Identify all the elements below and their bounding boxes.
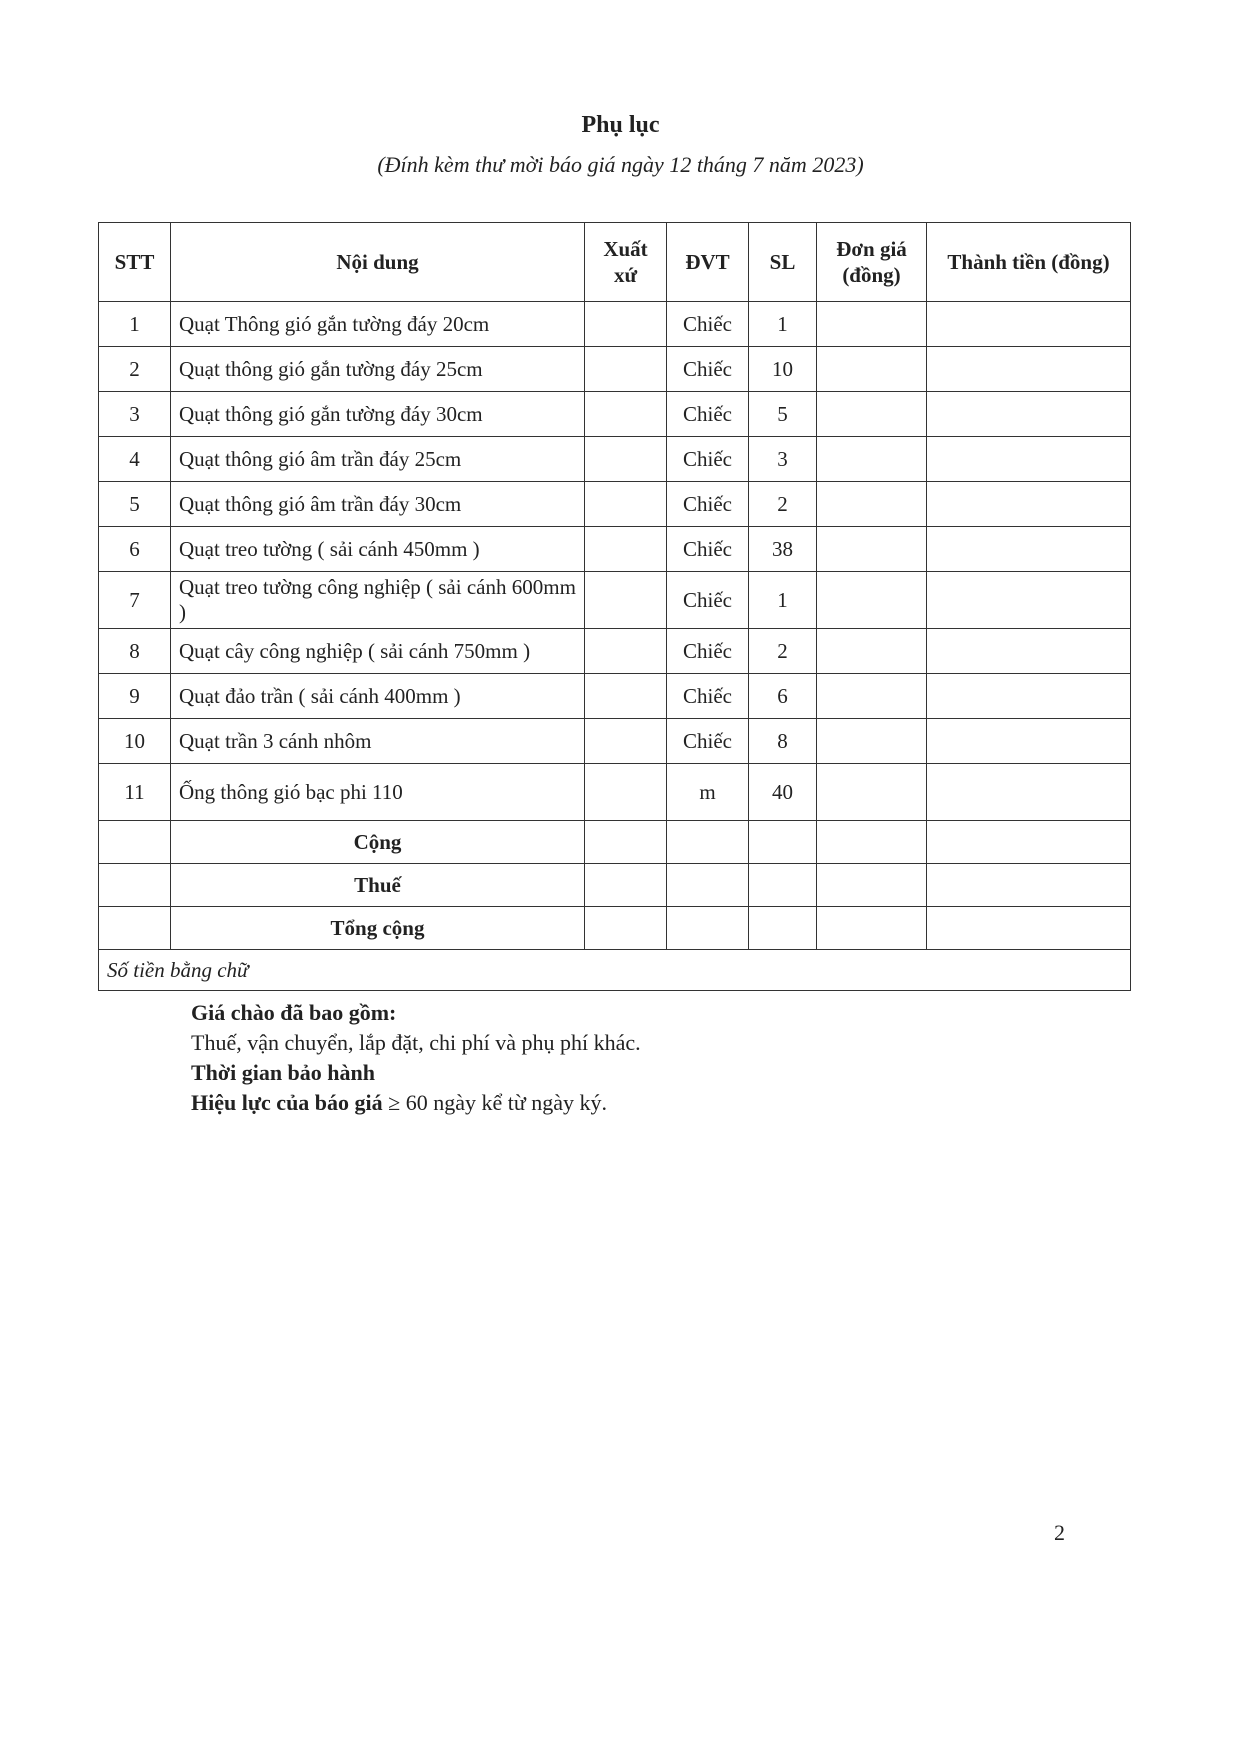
row-stt: 2 xyxy=(99,347,171,392)
row-origin xyxy=(585,482,667,527)
row-stt: 10 xyxy=(99,719,171,764)
row-unit-price xyxy=(817,437,927,482)
row-unit-price xyxy=(817,572,927,629)
row-amount xyxy=(927,482,1131,527)
row-amount xyxy=(927,302,1131,347)
row-unit: Chiếc xyxy=(667,392,749,437)
row-unit-price xyxy=(817,764,927,821)
header-origin: Xuất xứ xyxy=(585,223,667,302)
row-unit: Chiếc xyxy=(667,302,749,347)
included-heading: Giá chào đã bao gồm: xyxy=(191,1000,397,1025)
row-unit: Chiếc xyxy=(667,347,749,392)
row-origin xyxy=(585,437,667,482)
row-qty: 38 xyxy=(749,527,817,572)
tax-label: Thuế xyxy=(171,864,585,907)
total-stt-cell xyxy=(99,907,171,950)
row-origin xyxy=(585,347,667,392)
row-unit: m xyxy=(667,764,749,821)
subtotal-amount-cell xyxy=(927,821,1131,864)
row-qty: 2 xyxy=(749,482,817,527)
row-stt: 8 xyxy=(99,629,171,674)
row-qty: 8 xyxy=(749,719,817,764)
quotation-table xyxy=(98,222,1131,991)
row-unit: Chiếc xyxy=(667,629,749,674)
table-row xyxy=(99,482,1131,527)
row-qty: 1 xyxy=(749,572,817,629)
table-row xyxy=(99,674,1131,719)
row-stt: 6 xyxy=(99,527,171,572)
row-content: Ống thông gió bạc phi 110 xyxy=(171,764,585,821)
header-qty: SL xyxy=(749,223,817,302)
total-row xyxy=(99,907,1131,950)
row-origin xyxy=(585,527,667,572)
row-amount xyxy=(927,764,1131,821)
header-content: Nội dung xyxy=(171,223,585,302)
total-unit-price-cell xyxy=(817,907,927,950)
table-row xyxy=(99,629,1131,674)
row-unit: Chiếc xyxy=(667,527,749,572)
warranty-heading: Thời gian bảo hành xyxy=(191,1060,375,1085)
row-unit: Chiếc xyxy=(667,719,749,764)
row-amount xyxy=(927,347,1131,392)
row-content: Quạt cây công nghiệp ( sải cánh 750mm ) xyxy=(171,629,585,674)
row-unit-price xyxy=(817,347,927,392)
page-subtitle: (Đính kèm thư mời báo giá ngày 12 tháng 7 năm 2023) xyxy=(377,152,864,177)
subtotal-label: Cộng xyxy=(171,821,585,864)
row-stt: 1 xyxy=(99,302,171,347)
row-unit: Chiếc xyxy=(667,674,749,719)
page-number: 2 xyxy=(1054,1520,1065,1545)
row-content: Quạt treo tường ( sải cánh 450mm ) xyxy=(171,527,585,572)
amount-in-words-label: Số tiền bằng chữ xyxy=(99,950,1131,991)
table-row xyxy=(99,347,1131,392)
amount-in-words-row xyxy=(99,950,1131,991)
row-stt: 3 xyxy=(99,392,171,437)
row-amount xyxy=(927,527,1131,572)
row-unit-price xyxy=(817,482,927,527)
subtotal-row xyxy=(99,821,1131,864)
header-amount: Thành tiền (đồng) xyxy=(927,223,1131,302)
row-qty: 3 xyxy=(749,437,817,482)
total-origin-cell xyxy=(585,907,667,950)
row-amount xyxy=(927,674,1131,719)
row-amount xyxy=(927,719,1131,764)
subtotal-origin-cell xyxy=(585,821,667,864)
tax-row xyxy=(99,864,1131,907)
row-content: Quạt thông gió âm trần đáy 30cm xyxy=(171,482,585,527)
row-unit: Chiếc xyxy=(667,482,749,527)
row-origin xyxy=(585,392,667,437)
row-unit-price xyxy=(817,719,927,764)
tax-stt-cell xyxy=(99,864,171,907)
row-unit-price xyxy=(817,527,927,572)
row-amount xyxy=(927,437,1131,482)
row-qty: 2 xyxy=(749,629,817,674)
row-qty: 10 xyxy=(749,347,817,392)
row-stt: 11 xyxy=(99,764,171,821)
row-stt: 4 xyxy=(99,437,171,482)
row-content: Quạt đảo trần ( sải cánh 400mm ) xyxy=(171,674,585,719)
row-unit-price xyxy=(817,302,927,347)
included-text: Thuế, vận chuyển, lắp đặt, chi phí và phụ phí khác. xyxy=(191,1030,641,1055)
table-row xyxy=(99,437,1131,482)
row-content: Quạt thông gió gắn tường đáy 25cm xyxy=(171,347,585,392)
table-row xyxy=(99,302,1131,347)
row-origin xyxy=(585,764,667,821)
header-stt: STT xyxy=(99,223,171,302)
subtotal-unit-cell xyxy=(667,821,749,864)
table-header-row xyxy=(99,223,1131,302)
row-origin xyxy=(585,719,667,764)
table-row xyxy=(99,527,1131,572)
header-unit: ĐVT xyxy=(667,223,749,302)
total-amount-cell xyxy=(927,907,1131,950)
row-origin xyxy=(585,629,667,674)
subtotal-qty-cell xyxy=(749,821,817,864)
tax-origin-cell xyxy=(585,864,667,907)
validity-line xyxy=(191,1088,641,1118)
total-qty-cell xyxy=(749,907,817,950)
row-content: Quạt thông gió âm trần đáy 25cm xyxy=(171,437,585,482)
row-stt: 7 xyxy=(99,572,171,629)
row-qty: 1 xyxy=(749,302,817,347)
row-content: Quạt trần 3 cánh nhôm xyxy=(171,719,585,764)
row-content: Quạt thông gió gắn tường đáy 30cm xyxy=(171,392,585,437)
row-stt: 9 xyxy=(99,674,171,719)
row-amount xyxy=(927,572,1131,629)
subtotal-stt-cell xyxy=(99,821,171,864)
tax-unit-cell xyxy=(667,864,749,907)
row-unit-price xyxy=(817,392,927,437)
row-qty: 40 xyxy=(749,764,817,821)
row-unit-price xyxy=(817,674,927,719)
row-unit: Chiếc xyxy=(667,572,749,629)
table-row xyxy=(99,392,1131,437)
row-amount xyxy=(927,629,1131,674)
row-qty: 5 xyxy=(749,392,817,437)
row-unit: Chiếc xyxy=(667,437,749,482)
notes-section xyxy=(191,998,641,1118)
table-row xyxy=(99,764,1131,821)
row-unit-price xyxy=(817,629,927,674)
tax-unit-price-cell xyxy=(817,864,927,907)
tax-qty-cell xyxy=(749,864,817,907)
row-content: Quạt Thông gió gắn tường đáy 20cm xyxy=(171,302,585,347)
row-qty: 6 xyxy=(749,674,817,719)
table-row xyxy=(99,719,1131,764)
row-content: Quạt treo tường công nghiệp ( sải cánh 600mm ) xyxy=(171,572,585,629)
total-unit-cell xyxy=(667,907,749,950)
row-origin xyxy=(585,572,667,629)
page-title: Phụ lục xyxy=(581,112,660,138)
validity-heading: Hiệu lực của báo giá xyxy=(191,1090,383,1115)
header-unit-price: Đơn giá (đồng) xyxy=(817,223,927,302)
table-row xyxy=(99,572,1131,629)
validity-text: ≥ 60 ngày kể từ ngày ký. xyxy=(382,1090,608,1115)
row-amount xyxy=(927,392,1131,437)
row-stt: 5 xyxy=(99,482,171,527)
row-origin xyxy=(585,674,667,719)
total-label: Tổng cộng xyxy=(171,907,585,950)
subtotal-unit-price-cell xyxy=(817,821,927,864)
tax-amount-cell xyxy=(927,864,1131,907)
row-origin xyxy=(585,302,667,347)
